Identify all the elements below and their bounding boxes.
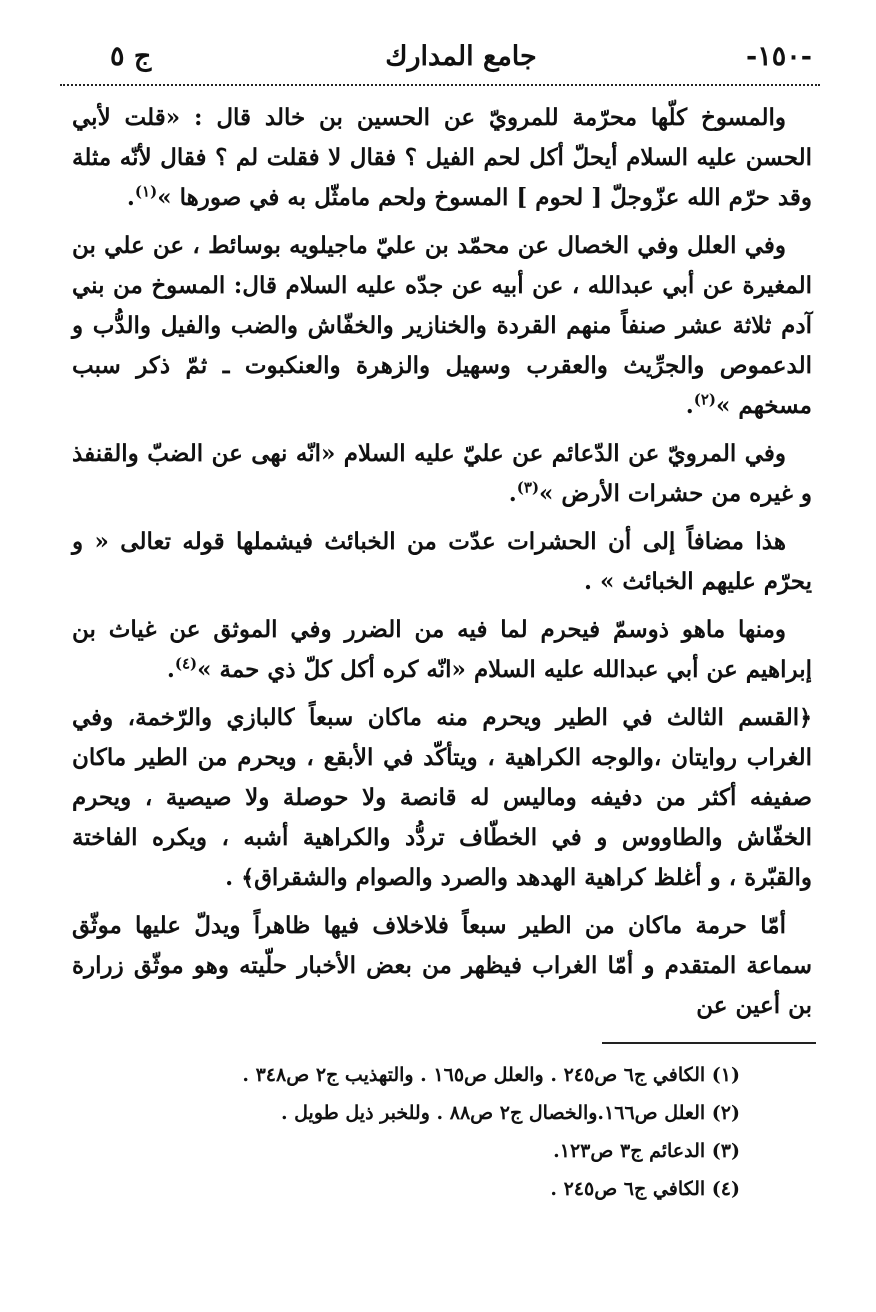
volume-label: ج ٥ <box>110 40 152 72</box>
paragraph-text: هذا مضافاً إلى أن الحشرات عدّت من الخبائث فيشملها قوله تعالى « و يحرّم عليهم الخبائث » . <box>72 528 812 595</box>
paragraph-tail: . <box>166 656 175 683</box>
book-title: جامع المدارك <box>385 40 537 72</box>
footnote: (٣) الدعائم ج٣ ص١٢٣. <box>553 1140 740 1162</box>
paragraph-text: والمسوخ كلّها محرّمة للمرويّ عن الحسين بن خالد قال : «قلت لأبي الحسن عليه السلام أيحلّ أكل لحم الفيل ؟ فقال لا فقلت لم ؟ فقال لأنّه مثلة وقد حرّم الله عزّوجلّ [ لحوم ] المسوخ ولحم مامثّل به في صورها » <box>72 104 812 211</box>
section-tail: . <box>225 864 242 891</box>
footnote-ref: (٣) <box>516 478 540 497</box>
ornament-close: ﴾ <box>241 865 255 891</box>
footnote-divider <box>602 1042 816 1044</box>
paragraph-text: وفي العلل وفي الخصال عن محمّد بن عليّ ماجيلويه بوسائط ، عن علي بن المغيرة عن أبي عبدالله ، عن أبيه عن جدّه عليه السلام قال: المسوخ من بني آدم ثلاثة عشر صنفاً منهم القردة والخنازير والخفّاش والضب والفيل والدُّب و الدعموص والجرِّيث والعقرب وسهيل والزهرة والعنكبوت ـ ثمّ ذكر سبب مسخهم » <box>72 232 812 419</box>
paragraph-tail: . <box>508 480 517 507</box>
paragraph <box>72 226 812 426</box>
footnotes <box>100 1056 740 1208</box>
paragraph-text: وفي المرويّ عن الدّعائم عن عليّ عليه السلام «انّه نهى عن الضبّ والقنفذ و غيره من حشرات الأرض » <box>72 440 812 507</box>
section-text: القسم الثالث في الطير ويحرم منه ماكان سبعاً كالبازي والرّخمة، وفي الغراب روايتان ،والوجه الكراهية ، ويتأكّد في الأبقع ، ويحرم من الطير ماكان صفيفه أكثر من دفيفه وماليس له قانصة ولا حوصلة ولا صيصية ، ويحرم الخفّاش والطاووس و في الخطّاف تردُّد والكراهية أشبه ، ويكره الفاختة والقبّرة ، و أغلظ كراهية الهدهد والصرد والصوام والشقراق <box>72 704 812 891</box>
footnote: (٢) العلل ص١٦٦.والخصال ج٢ ص٨٨ . وللخبر ذيل طويل . <box>280 1102 740 1124</box>
footnote-ref: (٢) <box>693 390 717 409</box>
paragraph <box>72 98 812 218</box>
paragraph-text: ومنها ماهو ذوسمّ فيحرم لما فيه من الضرر وفي الموثق عن غياث بن إبراهيم عن أبي عبدالله عليه السلام «انّه كره أكل كلّ ذي حمة » <box>72 616 812 683</box>
main-text <box>72 98 812 1034</box>
paragraph-text: أمّا حرمة ماكان من الطير سبعاً فلاخلاف فيها ظاهراً ويدلّ عليها موثّق سماعة المتقدم و أمّا الغراب فيظهر من بعض الأخبار حلّيته وهو موثّق زرارة بن أعين عن <box>72 912 812 1019</box>
paragraph <box>72 610 812 690</box>
page-number: -١٥٠- <box>746 40 812 72</box>
section-heading-paragraph <box>72 698 812 898</box>
paragraph <box>72 522 812 602</box>
footnote: (١) الكافي ج٦ ص٢٤٥ . والعلل ص١٦٥ . والتهذيب ج٢ ص٣٤٨ . <box>242 1064 740 1086</box>
footnote: (٤) الكافي ج٦ ص٢٤٥ . <box>550 1178 740 1200</box>
ornament-open: ﴿ <box>799 705 812 731</box>
footnote-ref: (٤) <box>174 654 198 673</box>
page-header <box>60 32 820 80</box>
footnote-ref: (١) <box>134 182 158 201</box>
paragraph-tail: . <box>685 392 694 419</box>
header-divider <box>60 84 820 86</box>
paragraph-tail: . <box>126 184 135 211</box>
paragraph <box>72 906 812 1026</box>
paragraph <box>72 434 812 514</box>
